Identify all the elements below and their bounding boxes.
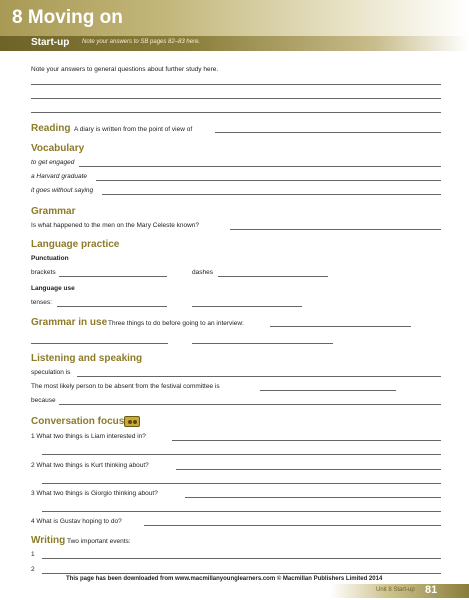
answer-line[interactable] [42,483,441,484]
language-practice-heading: Language practice [31,239,120,250]
answer-line[interactable] [42,511,441,512]
because-label: because [31,397,56,404]
vocab-item: to get engaged [31,159,75,166]
page-footer [0,574,469,600]
vocab-item: a Harvard graduate [31,173,88,180]
startup-label: Start-up [31,37,70,48]
vocabulary-heading: Vocabulary [31,143,85,154]
reading-prompt: A diary is written from the point of view of [74,126,193,133]
group-icon [124,416,140,427]
language-use-label: Language use [31,285,75,292]
grammar-in-use-heading: Grammar in use [31,317,108,328]
writing-item-number: 2 [31,566,35,573]
answer-line[interactable] [215,132,441,133]
answer-line[interactable] [192,306,302,307]
punctuation-label: Punctuation [31,255,69,262]
answer-line[interactable] [31,112,441,113]
listening-heading: Listening and speaking [31,353,143,364]
answer-line[interactable] [192,343,333,344]
grammar-prompt: Is what happened to the men on the Mary Celeste known? [31,222,200,229]
answer-line[interactable] [79,166,441,167]
question-3: 3 What two things is Giorgio thinking about? [31,490,158,497]
answer-line[interactable] [102,194,441,195]
startup-banner [0,36,469,51]
answer-line[interactable] [57,306,167,307]
brackets-label: brackets [31,269,56,276]
answer-line[interactable] [144,525,441,526]
answer-line[interactable] [31,343,168,344]
answer-line[interactable] [59,404,441,405]
speculation-label: speculation is [31,369,71,376]
answer-line[interactable] [176,469,441,470]
question-2: 2 What two things is Kurt thinking about? [31,462,149,469]
reading-heading: Reading [31,123,71,134]
grammar-in-use-prompt: Three things to do before going to an interview: [108,320,244,327]
answer-line[interactable] [218,276,328,277]
writing-heading: Writing [31,535,66,546]
grammar-heading: Grammar [31,206,76,217]
writing-item-number: 1 [31,551,35,558]
answer-line[interactable] [42,558,441,559]
answer-line[interactable] [31,84,441,85]
writing-prompt: Two important events: [67,538,131,545]
answer-line[interactable] [31,98,441,99]
download-notice: This page has been downloaded from www.macmillanyounglearners.com © Macmillan Publishers Limited 2014 [66,576,383,582]
answer-line[interactable] [96,180,441,181]
answer-line[interactable] [59,276,167,277]
question-4: 4 What is Gustav hoping to do? [31,518,122,525]
answer-line[interactable] [172,440,441,441]
title-banner [0,0,469,36]
startup-note: Note your answers to SB pages 82–83 here. [82,39,201,45]
page-title: 8 Moving on [12,7,123,28]
answer-line[interactable] [185,497,441,498]
page-number: 81 [425,584,438,596]
answer-line[interactable] [230,229,441,230]
answer-line[interactable] [260,390,396,391]
intro-text: Note your answers to general questions about further study here. [31,66,219,73]
conversation-heading: Conversation focus [31,416,125,427]
answer-line[interactable] [77,376,441,377]
dashes-label: dashes [192,269,213,276]
vocab-item: it goes without saying [31,187,94,194]
absent-prompt: The most likely person to be absent from the festival committee is [31,383,220,390]
answer-line[interactable] [270,326,411,327]
unit-label: Unit 8 Start-up [376,587,415,593]
question-1: 1 What two things is Liam interested in? [31,433,146,440]
tenses-label: tenses: [31,299,52,306]
answer-line[interactable] [42,454,441,455]
